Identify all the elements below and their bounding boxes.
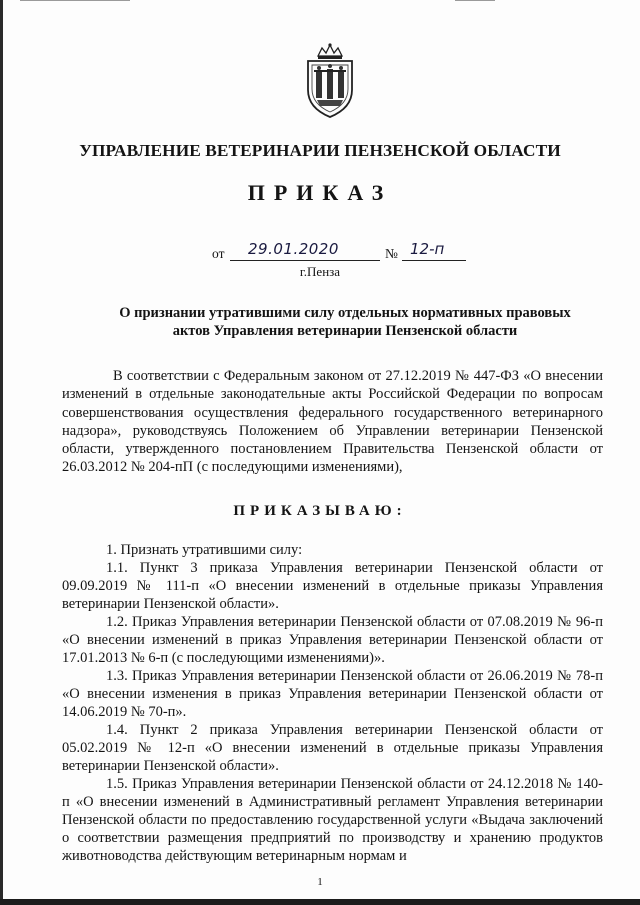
date-underline <box>230 260 380 261</box>
handwritten-number: 12-п <box>410 240 445 258</box>
order-heading: ПРИКАЗЫВАЮ: <box>233 503 407 519</box>
number-underline <box>402 260 466 261</box>
order-item: 1. Признать утратившими силу: <box>106 542 303 558</box>
registration-line <box>0 240 640 264</box>
order-item: 1.2. Приказ Управления ветеринарии Пензенской области от 07.08.2019 № 96-п «О внесении изменений в приказ Управления ветеринарии Пензенской области от 17.01.2013 № 6-п (с последующими изменениями)». <box>62 614 603 666</box>
scan-edge-bottom <box>0 899 640 905</box>
order-item: 1.5. Приказ Управления ветеринарии Пензенской области от 24.12.2018 № 140-п «О внесении изменений в Административный регламент Управления ветеринарии Пензенской области по предоставлению государственной услуги «Выдача заключений о соответствии размещения предприятий по производству и хранению продуктов животноводства действующим ветеринарным нормам и <box>62 776 603 864</box>
page-number: 1 <box>317 876 323 888</box>
order-item: 1.4. Пункт 2 приказа Управления ветеринарии Пензенской области от 05.02.2019 № 12-п «О внесении изменений в отдельные приказы Управления ветеринарии Пензенской области». <box>62 722 603 774</box>
scan-edge-left <box>0 0 3 905</box>
order-items <box>62 541 603 865</box>
number-prefix-label: № <box>385 246 398 261</box>
subject-line: актов Управления ветеринарии Пензенской области <box>172 323 518 339</box>
order-item: 1.3. Приказ Управления ветеринарии Пензенской области от 26.06.2019 № 78-п «О внесении изменения в приказ Управления ветеринарии Пензенской области от 14.06.2019 № 70-п». <box>62 668 603 720</box>
document-subject <box>90 304 600 340</box>
city-label: г.Пенза <box>299 264 341 279</box>
organization-title: УПРАВЛЕНИЕ ВЕТЕРИНАРИИ ПЕНЗЕНСКОЙ ОБЛАСТИ <box>79 141 561 160</box>
coat-of-arms-icon <box>300 42 360 120</box>
order-item: 1.1. Пункт 3 приказа Управления ветеринарии Пензенской области от 09.09.2019 № 111-п «О внесении изменений в отдельные приказы Управления ветеринарии Пензенской области». <box>62 560 603 612</box>
preamble-paragraph: В соответствии с Федеральным законом от 27.12.2019 № 447-ФЗ «О внесении изменений в отдельные законодательные акты Российской Федерации по вопросам совершенствования осуществления федерального государственного ветеринарного надзора», руководствуясь Положением об Управлении ветеринарии Пензенской области, утвержденного постановлением Правительства Пензенской области от 26.03.2012 № 204-пП (с последующими изменениями), <box>62 368 603 476</box>
scan-mark-top <box>20 0 130 5</box>
handwritten-date: 29.01.2020 <box>248 240 339 258</box>
scan-mark-top-right <box>455 0 495 4</box>
subject-line: О признании утратившими силу отдельных нормативных правовых <box>119 305 571 321</box>
date-prefix-label: от <box>212 246 225 261</box>
document-type-title: ПРИКАЗ <box>247 180 393 205</box>
